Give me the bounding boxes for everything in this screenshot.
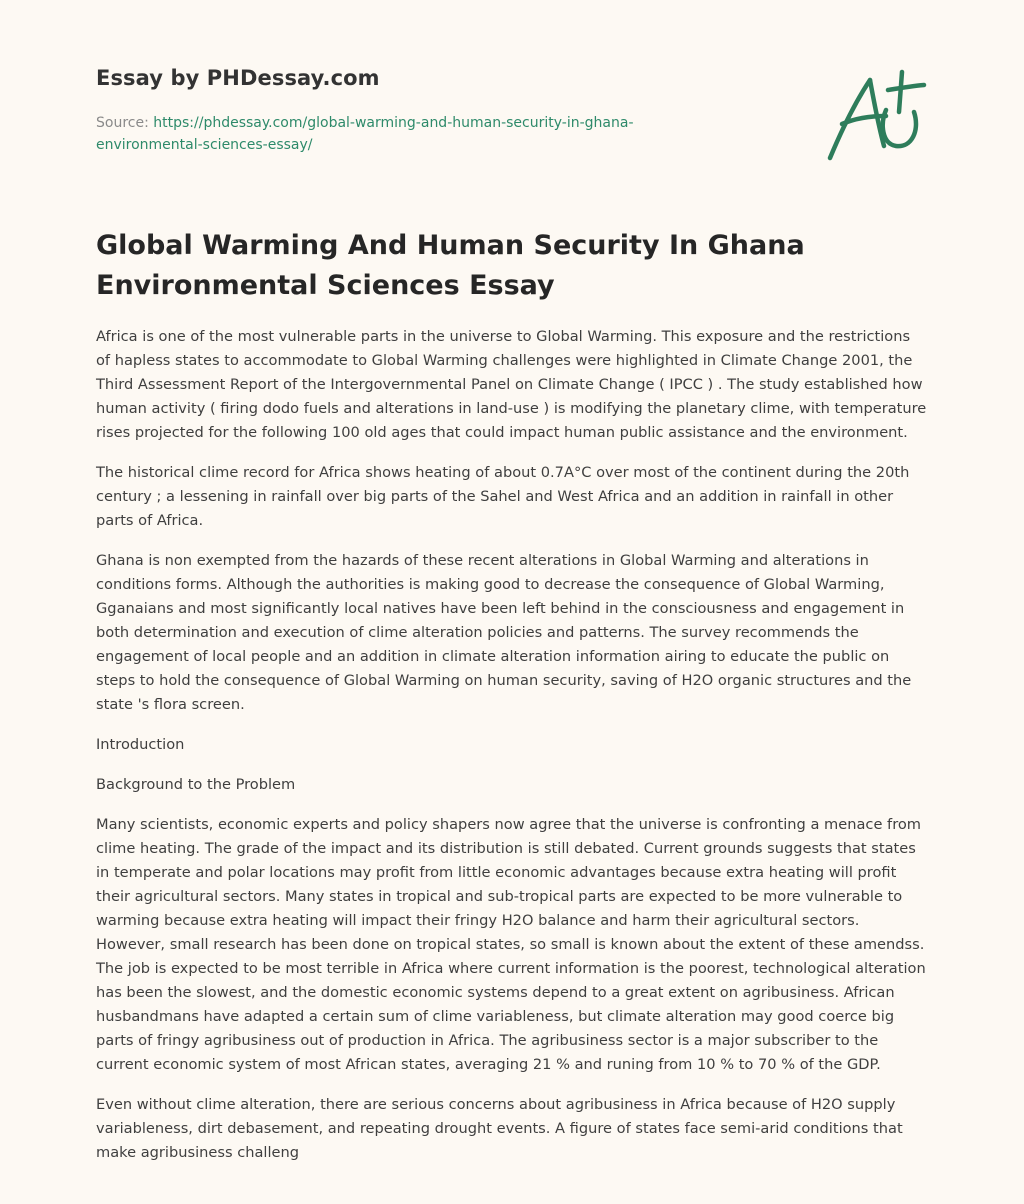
essay-title: Global Warming And Human Security In Ghana Environmental Sciences Essay (96, 230, 805, 301)
source-link[interactable]: https://phdessay.com/global-warming-and-human-security-in-ghana-environmental-sciences-essay/ (96, 115, 634, 153)
a-plus-grade-icon (824, 66, 928, 166)
paragraph: Africa is one of the most vulnerable parts in the universe to Global Warming. This exposure and the restrictions of hapless states to accommodate to Global Warming challenges were highlighted in Climate Change 2001, the Third Assessment Report of the Intergovernmental Panel on Climate Change ( IPCC ) . The study established how human activity ( firing dodo fuels and alterations in land-use ) is modifying the planetary clime, with temperature rises projected for the following 100 old ages that could impact human public assistance and the environment. (96, 328, 927, 441)
paragraph: Even without clime alteration, there are serious concerns about agribusiness in Africa because of H2O supply variableness, dirt debasement, and repeating drought events. A figure of states face semi-arid conditions that make agribusiness challeng (96, 1096, 903, 1161)
source-line (96, 112, 716, 156)
essay-body (96, 325, 928, 1181)
source-label: Source: (96, 115, 149, 131)
paragraph: Ghana is non exempted from the hazards of these recent alterations in Global Warming and alterations in conditions forms. Although the authorities is making good to decrease the consequence of Global Warming, Gganaians and most significantly local natives have been left behind in the consciousness and engagement in both determination and execution of clime alteration policies and patterns. The survey recommends the engagement of local people and an addition in climate alteration information airing to educate the public on steps to hold the consequence of Global Warming on human security, saving of H2O organic structures and the state 's flora screen. (96, 552, 912, 713)
section-heading-introduction: Introduction (96, 736, 185, 753)
paragraph: Many scientists, economic experts and policy shapers now agree that the universe is confronting a menace from clime heating. The grade of the impact and its distribution is still debated. Current grounds suggests that states in temperate and polar locations may profit from little economic advantages because extra heating will profit their agricultural sectors. Many states in tropical and sub-tropical parts are expected to be more vulnerable to warming because extra heating will impact their fringy H2O balance and harm their agricultural sectors. However, small research has been done on tropical states, so small is known about the extent of these amendss. The job is expected to be most terrible in Africa where current information is the poorest, technological alteration has been the slowest, and the domestic economic systems depend to a great extent on agribusiness. African husbandmans have adapted a certain sum of clime variableness, but climate alteration may good coerce big parts of fringy agribusiness out of production in Africa. The agribusiness sector is a major subscriber to the current economic system of most African states, averaging 21 % and runing from 10 % to 70 % of the GDP. (96, 816, 926, 1073)
paragraph: The historical clime record for Africa shows heating of about 0.7A°C over most of the continent during the 20th century ; a lessening in rainfall over big parts of the Sahel and West Africa and an addition in rainfall in other parts of Africa. (96, 464, 910, 529)
site-title: Essay by PHDessay.com (96, 66, 380, 90)
section-heading-background: Background to the Problem (96, 776, 296, 793)
